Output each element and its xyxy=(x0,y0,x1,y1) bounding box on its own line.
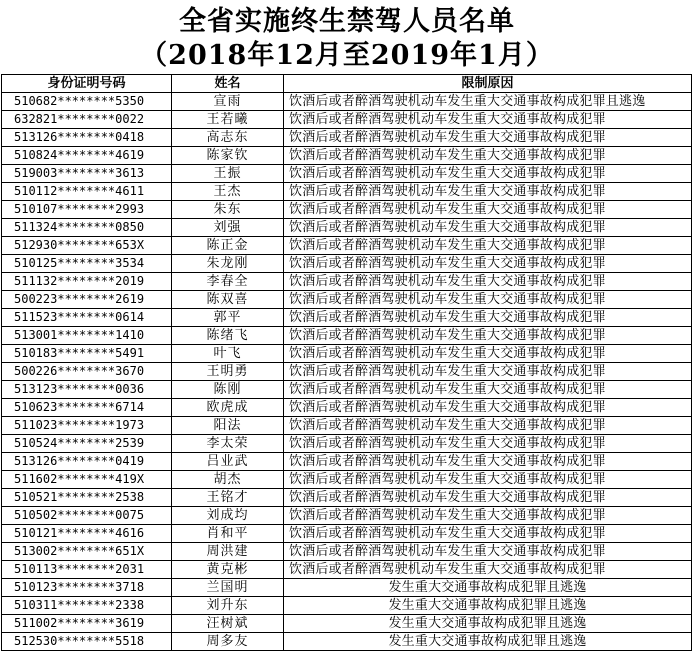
reason-cell: 饮酒后或者醉酒驾驶机动车发生重大交通事故构成犯罪 xyxy=(284,399,692,417)
table-row xyxy=(2,507,692,525)
table-row xyxy=(2,471,692,489)
name-cell: 王明勇 xyxy=(172,363,284,381)
id-cell: 511023********1973 xyxy=(2,417,172,435)
id-cell: 510107********2993 xyxy=(2,201,172,219)
reason-cell: 饮酒后或者醉酒驾驶机动车发生重大交通事故构成犯罪 xyxy=(284,291,692,309)
id-cell: 510113********2031 xyxy=(2,561,172,579)
reason-cell: 饮酒后或者醉酒驾驶机动车发生重大交通事故构成犯罪 xyxy=(284,417,692,435)
id-cell: 512930********653X xyxy=(2,237,172,255)
reason-cell: 发生重大交通事故构成犯罪且逃逸 xyxy=(284,597,692,615)
id-cell: 511132********2019 xyxy=(2,273,172,291)
name-cell: 朱东 xyxy=(172,201,284,219)
banned-drivers-table xyxy=(1,74,692,651)
table-row xyxy=(2,291,692,309)
id-cell: 510183********5491 xyxy=(2,345,172,363)
reason-cell: 饮酒后或者醉酒驾驶机动车发生重大交通事故构成犯罪 xyxy=(284,111,692,129)
reason-cell: 饮酒后或者醉酒驾驶机动车发生重大交通事故构成犯罪 xyxy=(284,309,692,327)
id-cell: 511002********3619 xyxy=(2,615,172,633)
table-row xyxy=(2,309,692,327)
name-cell: 吕业武 xyxy=(172,453,284,471)
table-row xyxy=(2,489,692,507)
name-cell: 陈正金 xyxy=(172,237,284,255)
id-cell: 513123********0036 xyxy=(2,381,172,399)
reason-cell: 饮酒后或者醉酒驾驶机动车发生重大交通事故构成犯罪 xyxy=(284,525,692,543)
name-cell: 王振 xyxy=(172,165,284,183)
table-row xyxy=(2,111,692,129)
name-cell: 周洪建 xyxy=(172,543,284,561)
table-row xyxy=(2,201,692,219)
reason-cell: 发生重大交通事故构成犯罪且逃逸 xyxy=(284,633,692,651)
table-row xyxy=(2,633,692,651)
name-cell: 王铭才 xyxy=(172,489,284,507)
page-title: 全省实施终生禁驾人员名单 xyxy=(179,6,515,37)
table-row xyxy=(2,525,692,543)
reason-cell: 发生重大交通事故构成犯罪且逃逸 xyxy=(284,615,692,633)
name-cell: 朱龙刚 xyxy=(172,255,284,273)
name-cell: 阳法 xyxy=(172,417,284,435)
table-row xyxy=(2,597,692,615)
id-cell: 510121********4616 xyxy=(2,525,172,543)
id-cell: 500226********3670 xyxy=(2,363,172,381)
reason-cell: 饮酒后或者醉酒驾驶机动车发生重大交通事故构成犯罪 xyxy=(284,453,692,471)
id-cell: 632821********0022 xyxy=(2,111,172,129)
reason-cell: 饮酒后或者醉酒驾驶机动车发生重大交通事故构成犯罪 xyxy=(284,219,692,237)
id-cell: 510123********3718 xyxy=(2,579,172,597)
name-cell: 王杰 xyxy=(172,183,284,201)
table-row xyxy=(2,345,692,363)
id-cell: 510311********2338 xyxy=(2,597,172,615)
table-row xyxy=(2,417,692,435)
table-row xyxy=(2,399,692,417)
reason-cell: 饮酒后或者醉酒驾驶机动车发生重大交通事故构成犯罪 xyxy=(284,507,692,525)
name-cell: 高志东 xyxy=(172,129,284,147)
name-cell: 叶飞 xyxy=(172,345,284,363)
table-row xyxy=(2,273,692,291)
id-cell: 513126********0418 xyxy=(2,129,172,147)
reason-cell: 饮酒后或者醉酒驾驶机动车发生重大交通事故构成犯罪 xyxy=(284,327,692,345)
name-cell: 刘强 xyxy=(172,219,284,237)
id-cell: 510125********3534 xyxy=(2,255,172,273)
id-cell: 510824********4619 xyxy=(2,147,172,165)
reason-cell: 饮酒后或者醉酒驾驶机动车发生重大交通事故构成犯罪 xyxy=(284,237,692,255)
id-cell: 510112********4611 xyxy=(2,183,172,201)
reason-cell: 饮酒后或者醉酒驾驶机动车发生重大交通事故构成犯罪 xyxy=(284,471,692,489)
id-cell: 513126********0419 xyxy=(2,453,172,471)
table-row xyxy=(2,435,692,453)
table-row xyxy=(2,561,692,579)
reason-cell: 饮酒后或者醉酒驾驶机动车发生重大交通事故构成犯罪 xyxy=(284,435,692,453)
reason-cell: 饮酒后或者醉酒驾驶机动车发生重大交通事故构成犯罪 xyxy=(284,273,692,291)
name-cell: 胡杰 xyxy=(172,471,284,489)
id-cell: 511523********0614 xyxy=(2,309,172,327)
name-cell: 宣雨 xyxy=(172,93,284,111)
name-cell: 陈绪飞 xyxy=(172,327,284,345)
id-cell: 511324********0850 xyxy=(2,219,172,237)
table-row xyxy=(2,543,692,561)
name-cell: 肖和平 xyxy=(172,525,284,543)
table-row xyxy=(2,381,692,399)
name-cell: 周多友 xyxy=(172,633,284,651)
reason-cell: 饮酒后或者醉酒驾驶机动车发生重大交通事故构成犯罪 xyxy=(284,381,692,399)
name-cell: 兰国明 xyxy=(172,579,284,597)
table-row xyxy=(2,363,692,381)
table-row xyxy=(2,165,692,183)
reason-cell: 饮酒后或者醉酒驾驶机动车发生重大交通事故构成犯罪 xyxy=(284,561,692,579)
page-subtitle: （2018年12月至2019年1月） xyxy=(140,40,554,71)
header-reason: 限制原因 xyxy=(284,75,692,93)
table-row xyxy=(2,327,692,345)
table-row xyxy=(2,93,692,111)
reason-cell: 饮酒后或者醉酒驾驶机动车发生重大交通事故构成犯罪 xyxy=(284,543,692,561)
id-cell: 510502********0075 xyxy=(2,507,172,525)
table-row xyxy=(2,129,692,147)
reason-cell: 饮酒后或者醉酒驾驶机动车发生重大交通事故构成犯罪 xyxy=(284,165,692,183)
id-cell: 512530********5518 xyxy=(2,633,172,651)
id-cell: 513001********1410 xyxy=(2,327,172,345)
reason-cell: 饮酒后或者醉酒驾驶机动车发生重大交通事故构成犯罪 xyxy=(284,183,692,201)
name-cell: 陈双喜 xyxy=(172,291,284,309)
header-name: 姓名 xyxy=(172,75,284,93)
reason-cell: 饮酒后或者醉酒驾驶机动车发生重大交通事故构成犯罪 xyxy=(284,129,692,147)
name-cell: 王若曦 xyxy=(172,111,284,129)
name-cell: 陈刚 xyxy=(172,381,284,399)
reason-cell: 饮酒后或者醉酒驾驶机动车发生重大交通事故构成犯罪 xyxy=(284,201,692,219)
name-cell: 欧虎成 xyxy=(172,399,284,417)
table-row xyxy=(2,579,692,597)
table-row xyxy=(2,183,692,201)
table-row xyxy=(2,453,692,471)
reason-cell: 发生重大交通事故构成犯罪且逃逸 xyxy=(284,579,692,597)
reason-cell: 饮酒后或者醉酒驾驶机动车发生重大交通事故构成犯罪 xyxy=(284,363,692,381)
name-cell: 黄克彬 xyxy=(172,561,284,579)
name-cell: 郭平 xyxy=(172,309,284,327)
table-body xyxy=(2,93,692,651)
name-cell: 李春全 xyxy=(172,273,284,291)
name-cell: 刘成均 xyxy=(172,507,284,525)
table-row xyxy=(2,237,692,255)
table-row xyxy=(2,615,692,633)
name-cell: 陈家钦 xyxy=(172,147,284,165)
id-cell: 519003********3613 xyxy=(2,165,172,183)
name-cell: 汪树斌 xyxy=(172,615,284,633)
name-cell: 刘升东 xyxy=(172,597,284,615)
reason-cell: 饮酒后或者醉酒驾驶机动车发生重大交通事故构成犯罪 xyxy=(284,255,692,273)
reason-cell: 饮酒后或者醉酒驾驶机动车发生重大交通事故构成犯罪 xyxy=(284,345,692,363)
reason-cell: 饮酒后或者醉酒驾驶机动车发生重大交通事故构成犯罪 xyxy=(284,489,692,507)
header-id: 身份证明号码 xyxy=(2,75,172,93)
id-cell: 510524********2539 xyxy=(2,435,172,453)
id-cell: 510623********6714 xyxy=(2,399,172,417)
reason-cell: 饮酒后或者醉酒驾驶机动车发生重大交通事故构成犯罪 xyxy=(284,147,692,165)
name-cell: 李太荣 xyxy=(172,435,284,453)
id-cell: 511602********419X xyxy=(2,471,172,489)
id-cell: 500223********2619 xyxy=(2,291,172,309)
id-cell: 510682********5350 xyxy=(2,93,172,111)
id-cell: 510521********2538 xyxy=(2,489,172,507)
id-cell: 513002********651X xyxy=(2,543,172,561)
table-row xyxy=(2,147,692,165)
table-row xyxy=(2,255,692,273)
reason-cell: 饮酒后或者醉酒驾驶机动车发生重大交通事故构成犯罪且逃逸 xyxy=(284,93,692,111)
table-header-row xyxy=(2,75,692,93)
table-row xyxy=(2,219,692,237)
